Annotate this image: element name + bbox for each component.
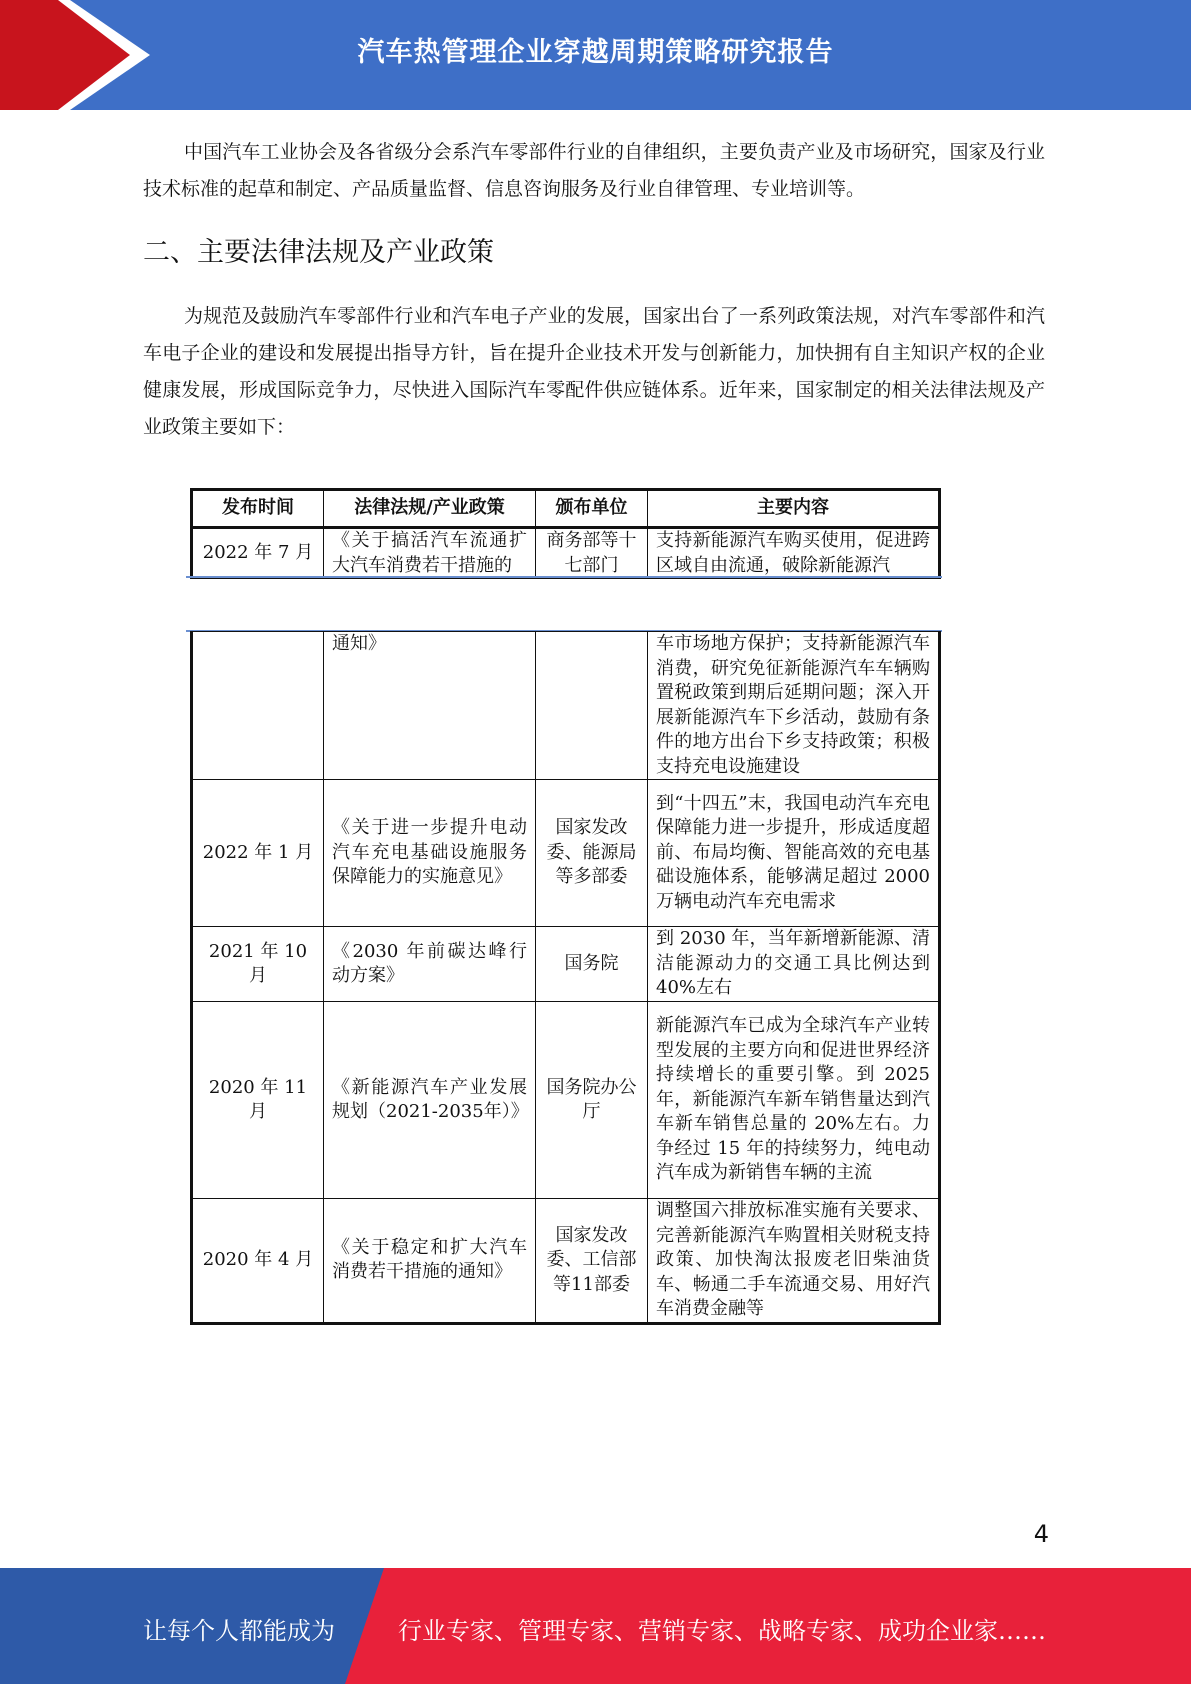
cell-date [192, 632, 324, 780]
table-break-line [186, 576, 942, 578]
cell-unit: 国家发改委、能源局等多部委 [536, 780, 648, 927]
cell-unit: 国务院 [536, 927, 648, 1002]
report-title: 汽车热管理企业穿越周期策略研究报告 [357, 37, 834, 68]
cell-content: 新能源汽车已成为全球汽车产业转型发展的主要方向和促进世界经济持续增长的重要引擎。到 2025 年，新能源汽车新车销售量达到汽车新车销售总量的 20%左右。力争经过 15 年的持续努力，纯电动汽车成为新销售车辆的主流 [648, 1002, 940, 1199]
header-date: 发布时间 [192, 490, 324, 528]
section-paragraph: 为规范及鼓励汽车零部件行业和汽车电子产业的发展，国家出台了一系列政策法规，对汽车零部件和汽车电子企业的建设和发展提出指导方针，旨在提升企业技术开发与创新能力，加快拥有自主知识产权的企业健康发展，形成国际竞争力，尽快进入国际汽车零配件供应链体系。近年来，国家制定的相关法律法规及产业政策主要如下： [143, 305, 1045, 438]
page-footer [0, 1568, 1191, 1684]
cell-content: 调整国六排放标准实施有关要求、完善新能源汽车购置相关财税支持政策、加快淘汰报废老旧柴油货车、畅通二手车流通交易、用好汽车消费金融等 [648, 1199, 940, 1324]
cell-unit: 国务院办公厅 [536, 1002, 648, 1199]
policy-table-part1 [190, 488, 941, 579]
footer-slogan-right: 行业专家、管理专家、营销专家、战略专家、成功企业家…… [398, 1617, 1046, 1645]
cell-policy: 《关于稳定和扩大汽车消费若干措施的通知》 [324, 1199, 536, 1324]
cell-content: 到 2030 年，当年新增新能源、清洁能源动力的交通工具比例达到 40%左右 [648, 927, 940, 1002]
cell-policy: 《2030 年前碳达峰行动方案》 [324, 927, 536, 1002]
cell-policy: 通知》 [324, 632, 536, 780]
cell-date: 2022 年 1 月 [192, 780, 324, 927]
table-row [192, 1002, 940, 1199]
table-header-row [192, 490, 940, 528]
table-row [192, 780, 940, 927]
page-header [0, 0, 1191, 110]
cell-date: 2020 年 11 月 [192, 1002, 324, 1199]
cell-date: 2021 年 10 月 [192, 927, 324, 1002]
cell-unit: 国家发改委、工信部等11部委 [536, 1199, 648, 1324]
cell-unit: 商务部等十七部门 [536, 528, 648, 579]
cell-policy: 《新能源汽车产业发展规划（2021-2035年）》 [324, 1002, 536, 1199]
cell-policy: 《关于进一步提升电动汽车充电基础设施服务保障能力的实施意见》 [324, 780, 536, 927]
cell-date: 2020 年 4 月 [192, 1199, 324, 1324]
intro-paragraph: 中国汽车工业协会及各省级分会系汽车零部件行业的自律组织，主要负责产业及市场研究，国家及行业技术标准的起草和制定、产品质量监督、信息咨询服务及行业自律管理、专业培训等。 [143, 141, 1045, 200]
policy-table-part2 [190, 631, 941, 1325]
footer-slogan-left: 让每个人都能成为 [143, 1617, 335, 1645]
cell-policy: 《关于搞活汽车流通扩大汽车消费若干措施的 [324, 528, 536, 579]
header-policy: 法律法规/产业政策 [324, 490, 536, 528]
cell-content: 支持新能源汽车购买使用，促进跨区域自由流通，破除新能源汽 [648, 528, 940, 579]
header-unit: 颁布单位 [536, 490, 648, 528]
section-heading: 二、主要法律法规及产业政策 [143, 237, 494, 268]
header-content: 主要内容 [648, 490, 940, 528]
cell-date: 2022 年 7 月 [192, 528, 324, 579]
cell-unit [536, 632, 648, 780]
cell-content: 车市场地方保护；支持新能源汽车消费，研究免征新能源汽车车辆购置税政策到期后延期问题；深入开展新能源汽车下乡活动，鼓励有条件的地方出台下乡支持政策；积极支持充电设施建设 [648, 632, 940, 780]
table-row [192, 927, 940, 1002]
table-row [192, 632, 940, 780]
table-row [192, 1199, 940, 1324]
table-row [192, 528, 940, 579]
cell-content: 到“十四五”末，我国电动汽车充电保障能力进一步提升，形成适度超前、布局均衡、智能高效的充电基础设施体系，能够满足超过 2000 万辆电动汽车充电需求 [648, 780, 940, 927]
page-number: 4 [1033, 1520, 1049, 1548]
